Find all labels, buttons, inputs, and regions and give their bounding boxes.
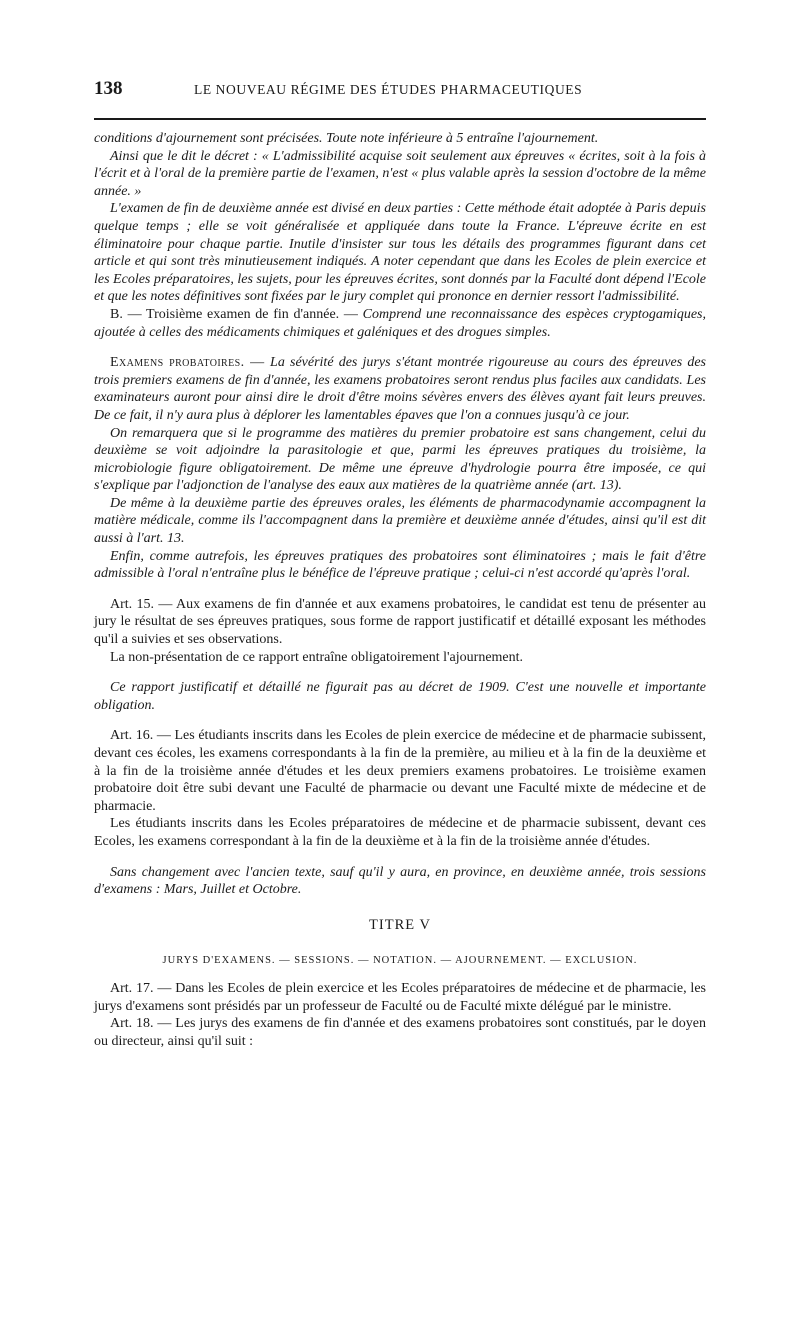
paragraph: conditions d'ajournement sont précisées. Toute note inférieure à 5 entraîne l'ajournement. xyxy=(94,131,599,146)
article-paragraph: Art. 17. — Dans les Ecoles de plein exercice et les Ecoles préparatoires de médecine et de pharmacie, les jurys d'examens sont présidés par un professeur de Faculté ou de Faculté mixte délégué par le ministre. xyxy=(94,980,706,1014)
page-header xyxy=(94,78,706,104)
article-paragraph: Art. 18. — Les jurys des examens de fin d'année et des examens probatoires sont constitués, par le doyen ou directeur, ainsi qu'il suit : xyxy=(94,1016,706,1049)
commentary-paragraph: Ce rapport justificatif et détaillé ne figurait pas au décret de 1909. C'est une nouvelle et importante obligation. xyxy=(94,680,706,713)
running-title: LE NOUVEAU RÉGIME DES ÉTUDES PHARMACEUTIQUES xyxy=(194,82,583,97)
article-paragraph: Art. 15. — Aux examens de fin d'année et aux examens probatoires, le candidat est tenu de présenter au jury le résultat de ses épreuves pratiques, sous forme de rapport justificatif et détaillé exposant les méthodes qu'il a suivies et ses observations. xyxy=(94,596,706,648)
section-subheading: JURYS D'EXAMENS. — SESSIONS. — NOTATION. — AJOURNEMENT. — EXCLUSION. xyxy=(162,955,638,967)
paragraph: L'examen de fin de deuxième année est divisé en deux parties : Cette méthode était adoptée à Paris depuis quelque temps ; elle se voit généralisée et appliquée dans toute la France. L'épreuve écrite en est éliminatoire pour chaque partie. Inutile d'insister sur tous les détails des programmes figurant dans cet article et qui sont très minutieusement indiqués. A noter cependant que dans les Ecoles de plein exercice et les Ecoles préparatoires, les sujets, pour les épreuves écrites, sont donnés par la Faculté dont dépend l'Ecole et que les notes définitives sont fixées par le jury complet qui prononce en dernier ressort l'admissibilité. xyxy=(94,201,707,305)
paragraph: On remarquera que si le programme des matières du premier probatoire est sans changement, celui du deuxième se voit adjoindre la parasitologie et que, parmi les épreuves pratiques du troisième, la microbiologie figure obligatoirement. De même une épreuve d'hydrologie pourra être imposée, ce qui s'explique par l'adjonction de l'analyse des eaux aux matières de la quatrième année (art. 13). xyxy=(94,425,706,494)
paragraph: Enfin, comme autrefois, les épreuves pratiques des probatoires sont éliminatoires ; mais le fait d'être admissible à l'oral n'entraîne plus le bénéfice de l'épreuve pratique ; celui-ci n'est accordé qu'après l'oral. xyxy=(94,548,706,582)
article-paragraph: La non-présentation de ce rapport entraîne obligatoirement l'ajournement. xyxy=(110,649,524,665)
paragraph xyxy=(94,306,706,341)
article-paragraph: Art. 16. — Les étudiants inscrits dans les Ecoles de plein exercice de médecine et de pharmacie subissent, devant ces écoles, les examens correspondants à la fin de la première, au milieu et à la fin de la deuxième et à la fin de la troisième année d'études et les deux premiers examens probatoires. Le troisième examen probatoire doit être subi devant une Faculté de pharmacie ou devant une Faculté mixte de médecine et de pharmacie. xyxy=(94,728,706,814)
section-text: Comprend une reconnaissance des espèces cryptogamiques, ajoutée à celles des médicaments chimiques et galéniques et des drogues simples. xyxy=(94,306,706,340)
section-label: Examens probatoires. — xyxy=(110,355,271,371)
page-body xyxy=(94,130,706,1050)
paragraph xyxy=(94,354,706,424)
section-title: TITRE V xyxy=(369,916,431,933)
header-rule xyxy=(94,118,706,120)
section-label: B. — Troisième examen de fin d'année. — xyxy=(110,306,363,322)
page-number: 138 xyxy=(94,78,123,99)
section-text: La sévérité des jurys s'étant montrée rigoureuse au cours des épreuves des trois premiers examens de fin d'année, les examens probatoires seront rendus plus faciles aux candidats. Les examinateurs auront pour ainsi dire le droit d'être moins sévères envers des élèves ayant fait leurs preuves. De ce fait, il n'y aura plus à déplorer les lamentables épaves que l'on a connues jusqu'à ce jour. xyxy=(94,355,706,423)
paragraph: De même à la deuxième partie des épreuves orales, les éléments de pharmacodynamie accompagnent la matière médicale, comme ils l'accompagnent dans la première et deuxième année d'études, ainsi qu'il est dit aussi à l'art. 13. xyxy=(94,495,706,547)
article-paragraph: Les étudiants inscrits dans les Ecoles préparatoires de médecine et de pharmacie subissent, devant ces Ecoles, les examens correspondant à la fin de la deuxième et à la fin de la troisième année d'études. xyxy=(94,816,706,849)
commentary-paragraph: Sans changement avec l'ancien texte, sauf qu'il y aura, en province, en deuxième année, trois sessions d'examens : Mars, Juillet et Octobre. xyxy=(94,864,706,898)
paragraph: Ainsi que le dit le décret : « L'admissibilité acquise soit seulement aux épreuves « écrites, soit à la fois à l'écrit et à l'oral de la première partie de l'examen, n'est « plus valable après la session d'octobre de la même année. » xyxy=(94,148,706,199)
